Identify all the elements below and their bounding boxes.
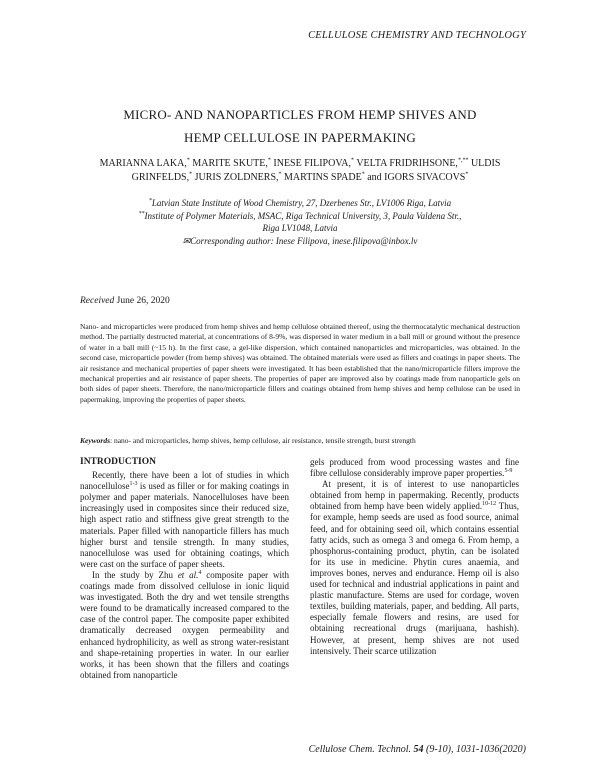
author-3-sup: *: [351, 157, 354, 164]
page-footer: [309, 744, 526, 755]
title-line-2: HEMP CELLULOSE IN PAPERMAKING: [184, 130, 416, 145]
received-date-value: June 26, 2020: [114, 296, 170, 306]
paragraph-1-text-b: is used as filler or for making coatings in polymer and paper materials. Nanocelluloses have been increasingly used in composites since their reduced size, high aspect ratio and stiffness give great strength to the materials. Paper filled with nanoparticle fillers has much higher burst and tensile strength. In many studies, nanocellulose was used for obtaining coatings, which were cast on the surface of paper sheets.: [80, 481, 289, 569]
affiliation-2-cont: Riga LV1048, Latvia: [262, 223, 338, 233]
paragraph-3-text: gels produced from wood processing wastes and fine fibre cellulose considerably improve paper properties.: [310, 457, 519, 479]
author-6: JURIS ZOLDNERS,: [192, 172, 279, 183]
affiliation-2-text: Institute of Polymer Materials, MSAC, Riga Technical University, 3, Paula Valdena Str.,: [144, 210, 462, 221]
paragraph-2-text-a: In the study by Zhu: [92, 569, 178, 580]
paragraph-4-text-b: Thus, for example, hemp seeds are used as food source, animal feed, and for obtaining seed oil, which contains essential fatty acids, such as omega 3 and omega 6. From hemp, a phosphorus-containing product, phytin, can be isolated for its use in medicine. Phytin cures anaemia, and improves bones, nerves and endurance. Hemp oil is also used for technical and industrial applications in paint and plastic manufacture. Stems are used for cordage, woven textiles, building materials, paper, and bedding. All parts, especially female flowers and resins, are used for obtaining recreational drugs (marijuana, hashish). However, at present, hemp shives are not used intensively. Their scarce utilization: [310, 501, 519, 656]
journal-header: CELLULOSE CHEMISTRY AND TECHNOLOGY: [308, 30, 526, 41]
author-8-sup: *: [465, 171, 469, 178]
citation-1-3: 1-3: [129, 481, 138, 488]
section-heading-introduction: INTRODUCTION: [80, 457, 157, 467]
author-4-sup: *,**: [457, 157, 469, 164]
affiliation-2-mark: **: [138, 210, 145, 217]
corresponding-author: ✉Corresponding author: Inese Filipova, inese.filipova@inbox.lv: [182, 235, 418, 246]
author-1: MARIANNA LAKA,: [99, 158, 187, 169]
paragraph-4: [310, 479, 519, 657]
author-5: ULDIS GRINFELDS,: [131, 158, 501, 183]
author-2-sup: *: [267, 157, 271, 164]
citation-10-12: 10-12: [482, 501, 497, 508]
author-8: and IGORS SIVACOVS: [364, 172, 466, 183]
author-3: INESE FILIPOVA,: [270, 158, 351, 169]
paragraph-3: [310, 457, 519, 479]
author-5-sup: *: [189, 171, 193, 178]
author-7: MARTINS SPADE: [281, 172, 362, 183]
author-4: VELTA FRIDRIHSONE,: [354, 158, 458, 169]
author-7-sup: *: [361, 171, 365, 178]
keywords-label: Keywords: [80, 436, 110, 445]
author-list: [80, 157, 520, 185]
citation-4: 4: [198, 569, 202, 576]
affiliation-1: [80, 197, 520, 210]
affiliation-2: [80, 210, 520, 223]
title-line-1: MICRO- AND NANOPARTICLES FROM HEMP SHIVES AND: [123, 107, 477, 122]
author-6-sup: *: [278, 171, 282, 178]
body-column-left: [80, 457, 289, 681]
paragraph-1: [80, 470, 289, 570]
footer-pages: (9-10), 1031-1036(2020): [423, 744, 526, 755]
keywords-text: : nano- and microparticles, hemp shives, hemp cellulose, air resistance, tensile strength, burst strength: [110, 436, 416, 445]
affiliations: [80, 197, 520, 247]
et-al: et al.: [177, 569, 199, 580]
citation-5-9: 5-9: [504, 468, 513, 475]
author-2: MARITE SKUTE,: [189, 158, 268, 169]
keywords: [80, 436, 520, 446]
paragraph-4-text-a: At present, it is of interest to use nanoparticles obtained from hemp in papermaking. Recently, products obtained from hemp have been widely applied.: [310, 479, 519, 512]
paragraph-1-text-a: Recently, there have been a lot of studies in which nanocellulose: [80, 470, 289, 492]
paragraph-2-text-b: composite paper with coatings made from dissolved cellulose in ionic liquid was investigated. Both the dry and wet tensile strengths were found to be dramatically increased compared to the case of the control paper. The composite paper exhibited dramatically decreased oxygen permeability and enhanced hydrophilicity, as well as strong water-resistant and shape-retaining properties in water. In our earlier works, it has been shown that the fillers and coatings obtained from nanoparticle: [80, 569, 289, 680]
author-1-sup: *: [186, 157, 190, 164]
paragraph-2: [80, 570, 289, 681]
abstract: Nano- and microparticles were produced from hemp shives and hemp cellulose obtained thereof, using the thermocatalytic mechanical destruction method. The partially destructed material, at concentrations of 8-9%, was dispersed in water medium in a ball mill or ground without the presence of water in a ball mill (~15 h). In the first case, a gel-like dispersion, which contained nanoparticles and microparticles, was obtained. In the second case, microparticle powder (from hemp shives) was obtained. The obtained materials were used as fillers and coatings in paper sheets. The air resistance and mechanical properties of paper sheets were investigated. It has been established that the nano/microparticle fillers improve the mechanical properties and air resistance of paper sheets. The properties of paper are improved also by coatings made from nanoparticle gels on both sides of paper sheets. Therefore, the nano/microparticle fillers and coatings obtained from hemp shives and hemp cellulose can be used in papermaking, improving the properties of paper sheets.: [80, 322, 520, 404]
received-label: Received: [80, 296, 115, 306]
footer-volume: 54: [413, 744, 424, 755]
footer-journal: Cellulose Chem. Technol.: [308, 744, 412, 755]
affiliation-1-mark: *: [148, 198, 152, 204]
body-column-right: [310, 457, 519, 657]
affiliation-1-text: Latvian State Institute of Wood Chemistry, 27, Dzerbenes Str., LV1006 Riga, Latvia: [151, 198, 452, 208]
received-date: [80, 296, 170, 306]
paper-title: [75, 103, 525, 149]
